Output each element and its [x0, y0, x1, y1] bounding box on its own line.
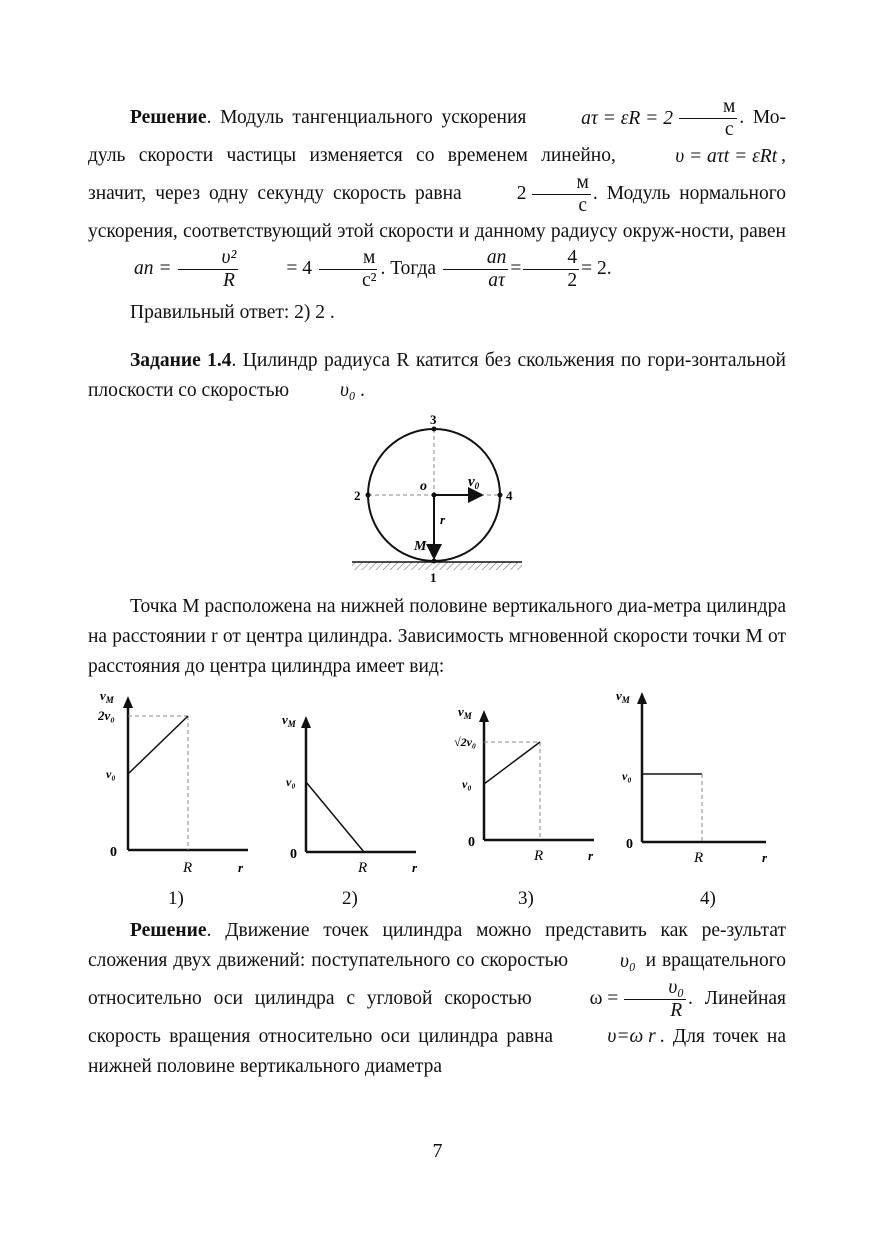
- label-top: 3: [430, 412, 437, 428]
- svg-text:0: 0: [290, 847, 297, 863]
- svg-text:vM: $v_M$: [100, 688, 114, 706]
- graph-1: [88, 686, 258, 910]
- svg-text:r: r: [588, 848, 594, 864]
- page-number: 7: [432, 1140, 443, 1162]
- svg-text:r: r: [412, 860, 418, 876]
- graph-3-label: 3): [518, 888, 534, 910]
- solution-paragraph-1: Решение. Модуль тангенциального ускорения aτ = εR = 2 $\frac{м}{с}$ . Мо-дуль скорости частицы изменяется со временем линейно, υ = aτt = εRt , значит, через одну секунду скорость равна 2 $\frac{м}{с}$ . Модуль нормального ускорения, соответствующий этой скорости и данному радиусу окруж-ности, равен an = $\frac{\text{υ²}}{R}$ = 4 $\frac{м}{\text{с²}}$ . Тогда $\frac{an}{a\tau}$ = $\frac{4}{2}$ = 2.: [88, 96, 786, 291]
- svg-text:v₀: v₀: [286, 775, 296, 790]
- graphs-row: [88, 686, 786, 916]
- graph-4: [616, 686, 786, 910]
- unit-fraction: $\frac{м}{\text{с²}}$: [318, 247, 379, 292]
- cylinder-figure: [88, 412, 786, 588]
- svg-text:v₀: v₀: [622, 769, 632, 784]
- graph-2: [276, 686, 446, 910]
- svg-text:0: 0: [626, 837, 633, 853]
- svg-text:vM: $v_M$: [282, 712, 296, 730]
- svg-text:R: R: [534, 848, 544, 865]
- svg-text:0: 0: [110, 845, 117, 861]
- svg-text:v₀: v₀: [462, 777, 472, 792]
- graph-4-label: 4): [700, 888, 716, 910]
- center-point: [432, 493, 437, 498]
- label-radius: r: [440, 512, 446, 528]
- formula-velocity: υ = aτt = εRt: [675, 145, 778, 167]
- formula-normal-fraction: $\frac{\text{υ²}}{R}$: [178, 247, 239, 292]
- cylinder-diagram: [88, 412, 786, 588]
- graph-2-label: 2): [342, 888, 358, 910]
- graph-1-line: [128, 716, 188, 774]
- svg-text:r: r: [762, 850, 768, 866]
- svg-text:√2v₀: √2v₀: [454, 735, 477, 750]
- solution-paragraph-2: Решение. Движение точек цилиндра можно представить как ре-зультат сложения двух движений: поступательного со скоростью υ₀ и вращательного относительно оси цилиндра с угловой скоростью ω = $\frac{\text{υ₀}}{R}$ . Линейная скорость вращения относительно оси цилиндра равна υ=ω r . Для точек на нижней половине вертикального диаметра: [88, 920, 787, 1078]
- label-velocity: $v_0$: [468, 474, 480, 492]
- svg-text:r: r: [238, 860, 244, 876]
- graph-3-line: [484, 742, 540, 784]
- formula-tangential: aτ = εR = 2: [581, 107, 673, 129]
- ground: [352, 562, 522, 570]
- svg-text:0: 0: [468, 835, 475, 851]
- formula-omega: $\frac{\text{υ₀}}{R}$: [624, 977, 686, 1022]
- graph-1-label: 1): [168, 888, 184, 910]
- graph-3: [454, 686, 624, 910]
- formula-ratio: $\frac{an}{a\tau}$: [443, 247, 509, 292]
- svg-text:R: R: [358, 860, 368, 877]
- svg-text:R: R: [183, 860, 193, 877]
- point-m-paragraph: Точка M расположена на нижней половине вертикального диа-метра цилиндра на расстоянии r от центра цилиндра. Зависимость мгновенной скорости точки M от расстояния до центра цилиндра имеет вид:: [88, 596, 786, 678]
- svg-text:vM: $v_M$: [458, 704, 472, 722]
- svg-text:2v₀: 2v₀: [98, 708, 115, 724]
- label-center: o: [420, 479, 427, 495]
- solution-heading: Решение: [130, 106, 207, 128]
- unit-fraction: $\frac{м}{с}$: [532, 172, 590, 217]
- solution-heading-2: Решение: [130, 920, 207, 942]
- label-bottom: 1: [430, 570, 437, 586]
- unit-fraction: $\frac{м}{с}$: [679, 96, 737, 141]
- page-content: [88, 96, 786, 1082]
- svg-text:R: R: [694, 850, 704, 867]
- answer-line: Правильный ответ: 2) 2 .: [130, 301, 335, 323]
- svg-text:v₀: v₀: [106, 767, 116, 782]
- task-paragraph: Задание 1.4. Цилиндр радиуса R катится без скольжения по гори-зонтальной плоскости со скоростью υ₀ .: [88, 346, 786, 407]
- svg-text:vM: $v_M$: [616, 688, 630, 706]
- graph-2-line: [306, 782, 364, 852]
- formula-v0: υ₀ .: [339, 380, 366, 402]
- label-point-m: M: [414, 539, 427, 555]
- task-heading: Задание 1.4: [130, 349, 232, 371]
- label-left: 2: [354, 488, 361, 504]
- label-right: 4: [506, 488, 513, 504]
